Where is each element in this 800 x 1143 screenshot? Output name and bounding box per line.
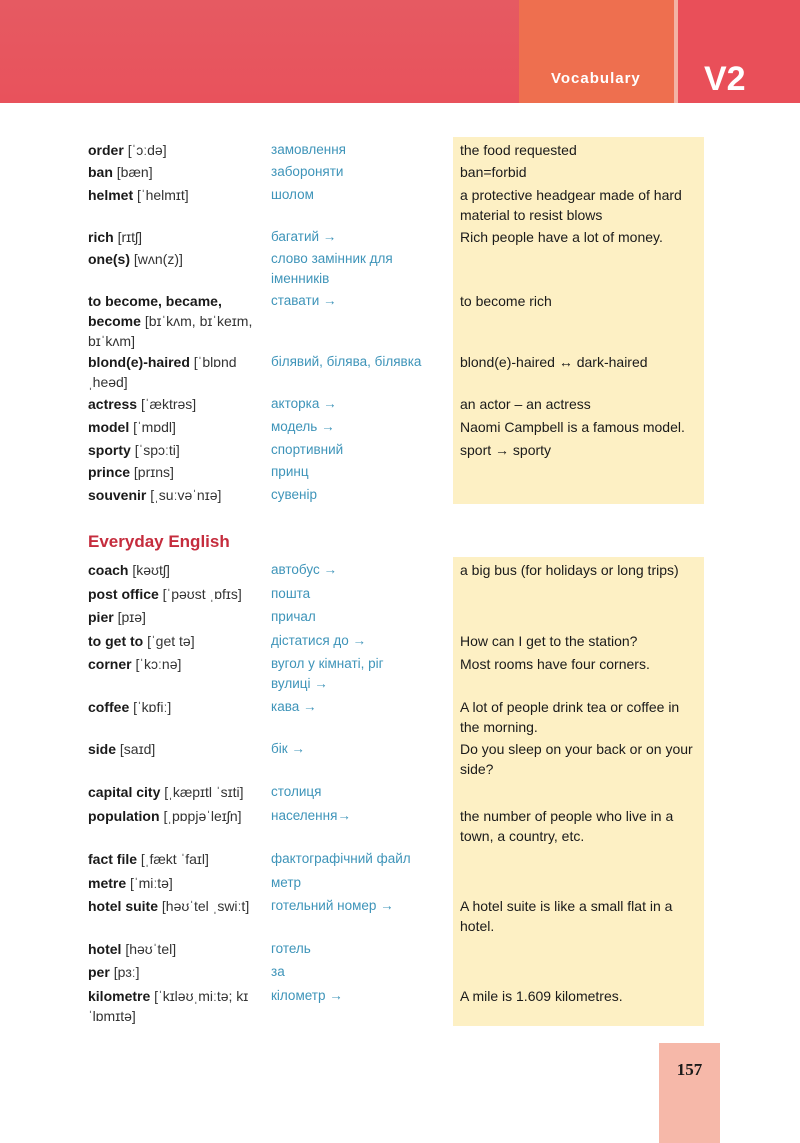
- term: per [pɜː]: [88, 964, 140, 980]
- translation: готельний номер →: [271, 898, 394, 913]
- unit-code: V2: [704, 60, 746, 98]
- phonetic: [ˌsuːvəˈnɪə]: [150, 487, 222, 503]
- translation: кілометр →: [271, 988, 343, 1003]
- term: hotel [həʊˈtel]: [88, 941, 177, 957]
- phonetic: [ˈkɔːnə]: [135, 656, 182, 672]
- phonetic: [ˈæktrəs]: [140, 396, 197, 412]
- translation: готель: [271, 941, 311, 956]
- term: hotel suite [həʊˈtel ˌswiːt]: [88, 898, 250, 914]
- term: actress [ˈæktrəs]: [88, 396, 197, 412]
- definition: blond(e)-haired ↔ dark-haired: [460, 354, 648, 370]
- phonetic: [ˈkɒfiː]: [133, 699, 172, 715]
- phonetic: [pɪə]: [117, 609, 146, 625]
- translation: пошта: [271, 586, 311, 601]
- phonetic: [ˈget tə]: [147, 633, 195, 649]
- translation: багатий →: [271, 229, 337, 244]
- translation: столиця: [271, 784, 322, 799]
- term: to become, became, become [bɪˈkʌm, bɪˈkeɪm, bɪˈkʌm]: [88, 293, 253, 349]
- page-number-tab: [659, 1043, 720, 1143]
- phonetic: [wʌn(z)]: [133, 251, 183, 267]
- term: helmet [ˈhelmɪt]: [88, 187, 189, 203]
- term: to get to [ˈget tə]: [88, 633, 195, 649]
- phonetic: [ˈmɒdl]: [133, 419, 176, 435]
- definition: A lot of people drink tea or coffee in the morning.: [460, 699, 680, 735]
- phonetic: [ˈblɒnd ˌheəd]: [88, 354, 237, 390]
- phonetic: [ˌfækt ˈfaɪl]: [140, 851, 209, 867]
- term: post office [ˈpəʊst ˌɒfɪs]: [88, 586, 242, 602]
- term: metre [ˈmiːtə]: [88, 875, 173, 891]
- term: one(s) [wʌn(z)]: [88, 251, 183, 267]
- translation: принц: [271, 464, 309, 479]
- phonetic: [ˈɔːdə]: [127, 142, 167, 158]
- term: ban [bæn]: [88, 164, 153, 180]
- phonetic: [rɪtʃ]: [117, 229, 143, 245]
- translation: модель →: [271, 419, 335, 434]
- phonetic: [ˌkæpɪtl ˈsɪti]: [164, 784, 244, 800]
- phonetic: [pɜː]: [113, 964, 140, 980]
- translation: вугол у кімнаті, ріг вулиці →: [271, 656, 384, 691]
- translation: білявий, білява, білявка: [271, 354, 422, 369]
- translation: фактографічний файл: [271, 851, 411, 866]
- header-shade: [0, 0, 520, 103]
- definition: Rich people have a lot of money.: [460, 229, 663, 245]
- translation: сувенір: [271, 487, 317, 502]
- phonetic: [bæn]: [116, 164, 153, 180]
- definition: How can I get to the station?: [460, 633, 638, 649]
- translation: автобус →: [271, 562, 337, 577]
- definition: sport → sporty: [460, 442, 552, 458]
- translation: замовлення: [271, 142, 346, 157]
- translation: слово замінник для іменників: [271, 251, 393, 286]
- term: rich [rɪtʃ]: [88, 229, 143, 245]
- unit-tab: [678, 0, 800, 103]
- phonetic: [prɪns]: [133, 464, 174, 480]
- term: blond(e)-haired [ˈblɒnd ˌheəd]: [88, 354, 237, 390]
- term: capital city [ˌkæpɪtl ˈsɪti]: [88, 784, 244, 800]
- definition: Do you sleep on your back or on your side?: [460, 741, 693, 777]
- translation: ставати →: [271, 293, 337, 308]
- term: sporty [ˈspɔːti]: [88, 442, 180, 458]
- translation: акторка →: [271, 396, 337, 411]
- phonetic: [ˈmiːtə]: [130, 875, 173, 891]
- definition: to become rich: [460, 293, 552, 309]
- phonetic: [həʊˈtel ˌswiːt]: [161, 898, 250, 914]
- phonetic: [ˌpɒpjəˈleɪʃn]: [163, 808, 242, 824]
- definition: a big bus (for holidays or long trips): [460, 562, 679, 578]
- definition: an actor – an actress: [460, 396, 591, 412]
- translation: шолом: [271, 187, 314, 202]
- term: model [ˈmɒdl]: [88, 419, 176, 435]
- definition: ban=forbid: [460, 164, 527, 180]
- translation: спортивний: [271, 442, 344, 457]
- term: fact file [ˌfækt ˈfaɪl]: [88, 851, 209, 867]
- definition: A hotel suite is like a small flat in a hotel.: [460, 898, 673, 934]
- translation: кава →: [271, 699, 317, 714]
- translation: метр: [271, 875, 302, 890]
- phonetic: [həʊˈtel]: [125, 941, 177, 957]
- definition: the number of people who live in a town, a country, etc.: [460, 808, 674, 844]
- phonetic: [bɪˈkʌm, bɪˈkeɪm, bɪˈkʌm]: [88, 313, 253, 349]
- translation: за: [271, 964, 285, 979]
- translation: бік →: [271, 741, 305, 756]
- term: corner [ˈkɔːnə]: [88, 656, 182, 672]
- section-tab: [519, 0, 674, 103]
- term: population [ˌpɒpjəˈleɪʃn]: [88, 808, 242, 824]
- definition: Most rooms have four corners.: [460, 656, 650, 672]
- phonetic: [saɪd]: [119, 741, 156, 757]
- phonetic: [ˈkɪləʊˌmiːtə; kɪˈlɒmɪtə]: [88, 988, 249, 1024]
- term: side [saɪd]: [88, 741, 156, 757]
- translation: причал: [271, 609, 316, 624]
- definition: A mile is 1.609 kilometres.: [460, 988, 623, 1004]
- translation: населення→: [271, 808, 351, 823]
- term: order [ˈɔːdə]: [88, 142, 167, 158]
- phonetic: [kəʊtʃ]: [132, 562, 170, 578]
- term: coffee [ˈkɒfiː]: [88, 699, 172, 715]
- phonetic: [ˈpəʊst ˌɒfɪs]: [162, 586, 242, 602]
- definition: the food requested: [460, 142, 577, 158]
- term: kilometre [ˈkɪləʊˌmiːtə; kɪˈlɒmɪtə]: [88, 988, 249, 1024]
- term: coach [kəʊtʃ]: [88, 562, 170, 578]
- phonetic: [ˈspɔːti]: [134, 442, 180, 458]
- definition: Naomi Campbell is a famous model.: [460, 419, 685, 435]
- section-label: Vocabulary: [551, 70, 641, 87]
- translation: дістатися до →: [271, 633, 367, 648]
- term: souvenir [ˌsuːvəˈnɪə]: [88, 487, 222, 503]
- term: pier [pɪə]: [88, 609, 146, 625]
- phonetic: [ˈhelmɪt]: [137, 187, 189, 203]
- section-heading: Everyday English: [88, 532, 230, 551]
- definition-panel-2: [453, 557, 704, 1026]
- term: prince [prɪns]: [88, 464, 174, 480]
- translation: забороняти: [271, 164, 344, 179]
- page-number: 157: [676, 1060, 703, 1079]
- definition: a protective headgear made of hard material to resist blows: [460, 187, 682, 223]
